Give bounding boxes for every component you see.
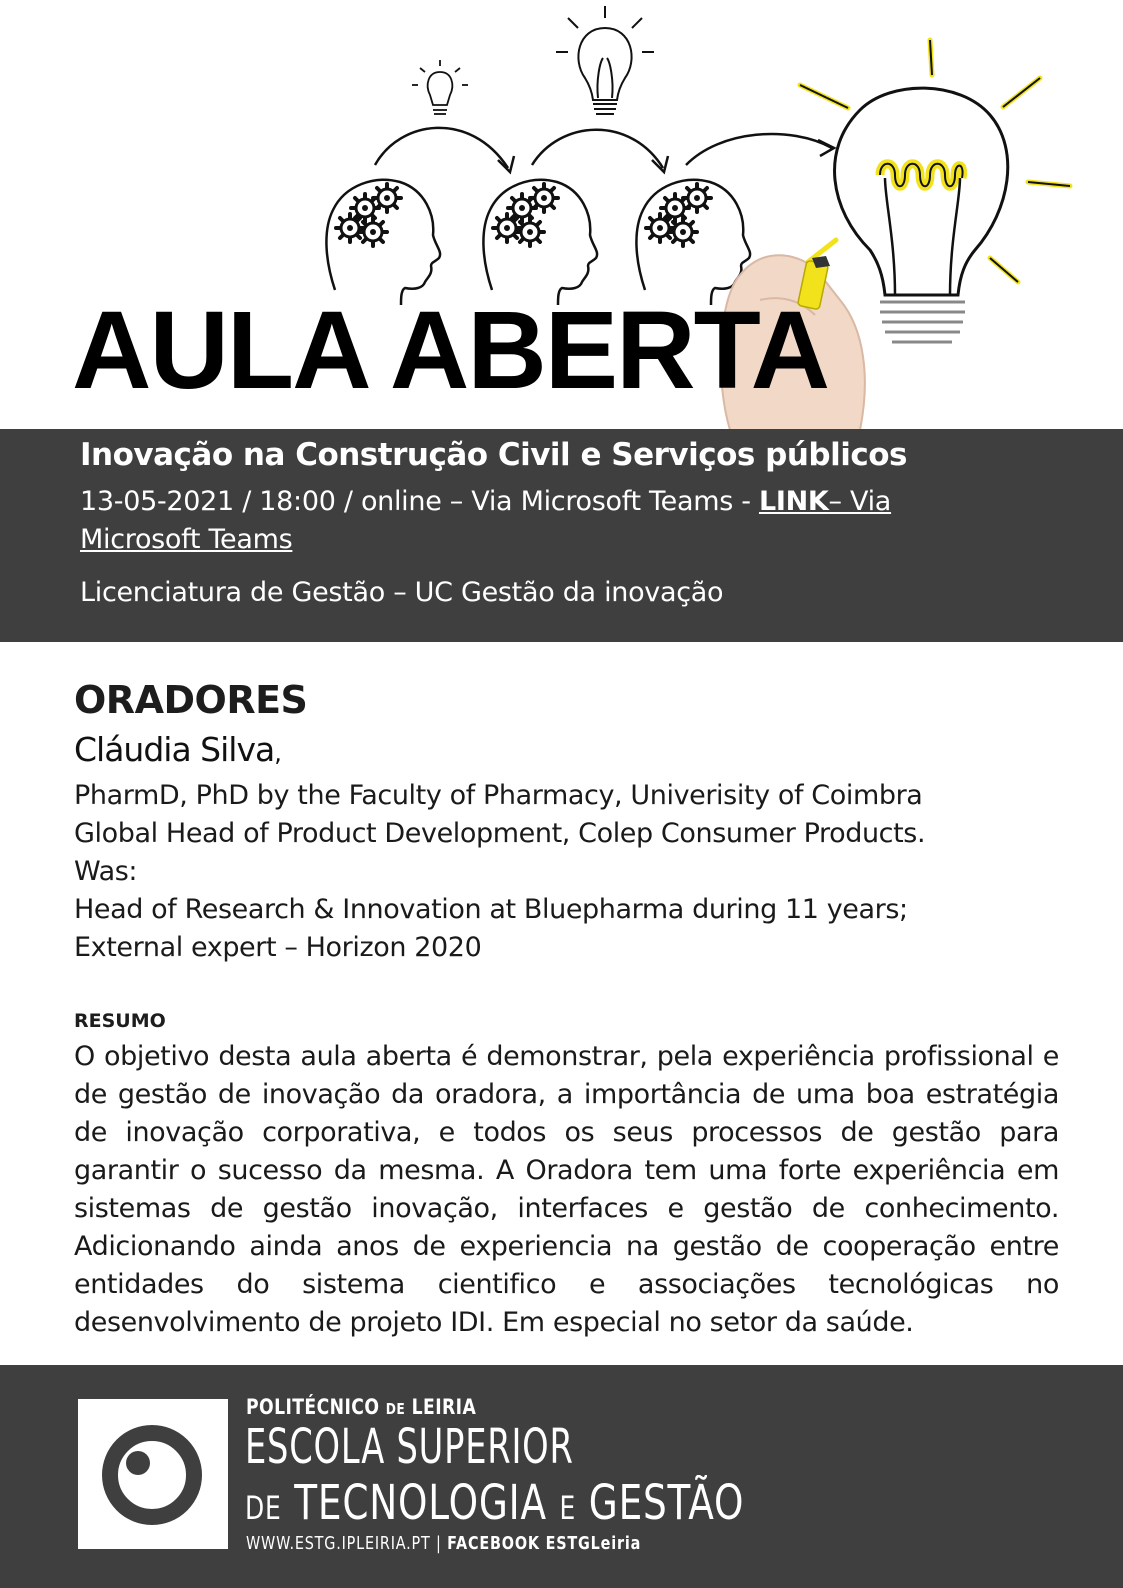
footer	[0, 1365, 1123, 1588]
speakers-section	[74, 678, 1059, 967]
course-info: Licenciatura de Gestão – UC Gestão da inovação	[80, 577, 724, 608]
speaker-name	[74, 730, 1059, 773]
school-logo	[78, 1399, 228, 1549]
event-info-band	[0, 429, 1123, 642]
medium-bulb-icon	[556, 6, 654, 114]
bio-line: PharmD, PhD by the Faculty of Pharmacy, Univerisity of Coimbra	[74, 780, 923, 811]
summary-text: O objetivo desta aula aberta é demonstrar, pela experiência profissional e de gestão de inovação da oradora, a importância de uma boa estratégia de inovação corporativa, e todos os seus processos de gestão para garantir o sucesso da mesma. A Oradora tem uma forte experiência em sistemas de gestão inovação, interfaces e gestão de conhecimento. Adicionando ainda anos de experiencia na gestão de cooperação entre entidades do sistema cientifico e associações tecnológicas no desenvolvimento de projeto IDI. Em especial no setor da saúde.	[74, 1041, 1059, 1338]
institution-name	[246, 1395, 476, 1419]
school-name-line1: ESCOLA SUPERIOR	[245, 1419, 574, 1475]
head-2-icon	[483, 180, 597, 305]
summary-label: RESUMO	[74, 1010, 166, 1032]
footer-separator: |	[436, 1533, 442, 1554]
school-e: E	[559, 1489, 577, 1527]
hero-illustration	[0, 0, 1123, 430]
speaker-bio	[74, 777, 1059, 967]
event-meta	[80, 483, 900, 559]
big-bulb-icon	[800, 40, 1070, 342]
event-datetime: 13-05-2021 / 18:00 / online – Via Microsoft Teams -	[80, 486, 759, 517]
footer-links	[246, 1533, 641, 1554]
bio-line: External expert – Horizon 2020	[74, 932, 482, 963]
bio-line: Global Head of Product Development, Colep Consumer Products.	[74, 818, 926, 849]
website-link[interactable]: WWW.ESTG.IPLEIRIA.PT	[246, 1533, 431, 1554]
inst-main: POLITÉCNICO	[246, 1395, 380, 1419]
small-bulb-icon	[412, 60, 468, 114]
school-tecnologia: TECNOLOGIA	[294, 1475, 547, 1531]
logo-eye-icon	[78, 1399, 228, 1549]
inst-de: DE	[385, 1400, 406, 1418]
link-label[interactable]: LINK	[758, 486, 829, 517]
event-title: Inovação na Construção Civil e Serviços públicos	[80, 437, 907, 473]
link-suffix[interactable]: – Via Microsoft Teams	[80, 486, 892, 555]
speaker-name-comma: ,	[274, 739, 281, 767]
facebook-link[interactable]: FACEBOOK ESTGLeiria	[447, 1533, 642, 1554]
inst-end: LEIRIA	[411, 1395, 477, 1419]
head-1-icon	[326, 180, 440, 305]
school-gestao: GESTÃO	[588, 1475, 745, 1531]
arrows-icon	[375, 128, 834, 172]
school-name-line2	[245, 1475, 744, 1536]
school-de: DE	[245, 1489, 282, 1527]
summary-section	[74, 1008, 1059, 1342]
bio-line: Was:	[74, 856, 138, 887]
bio-line: Head of Research & Innovation at Bluepharma during 11 years;	[74, 894, 908, 925]
speakers-heading: ORADORES	[74, 678, 308, 722]
speaker-name-text: Cláudia Silva	[74, 730, 275, 769]
page-title: AULA ABERTA	[72, 289, 829, 412]
